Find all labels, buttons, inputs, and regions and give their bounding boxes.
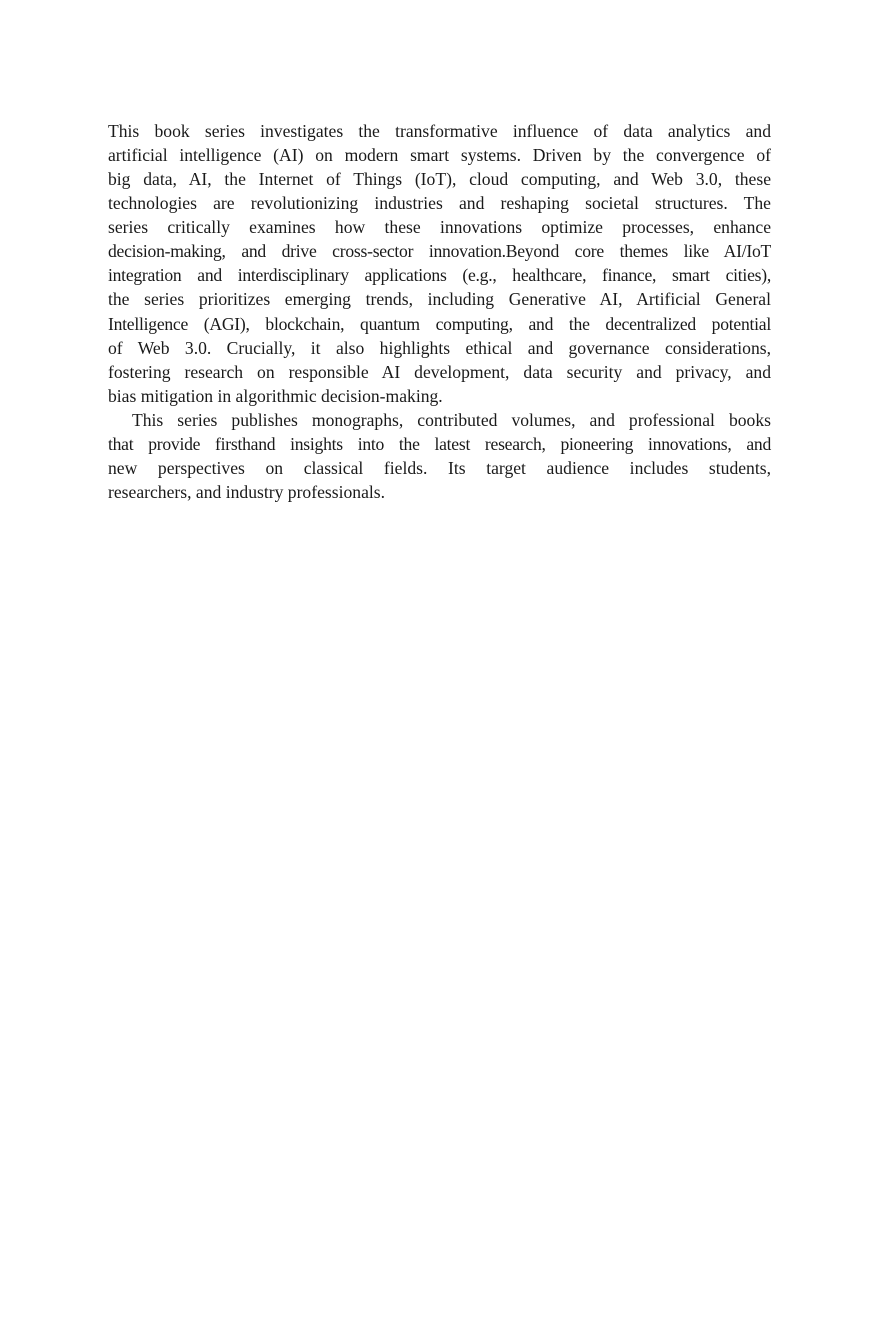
- text-line: This book series investigates the transformative influence of data analytics and: [108, 121, 771, 141]
- text-line: decision-making, and drive cross-sector innovation.Beyond core themes like AI/IoT: [108, 241, 771, 262]
- text-line: This series publishes monographs, contributed volumes, and professional books: [132, 409, 771, 430]
- text-line: artificial intelligence (AI) on modern smart systems. Driven by the convergence of: [108, 145, 771, 166]
- text-line: the series prioritizes emerging trends, including Generative AI, Artificial General: [108, 289, 771, 310]
- text-line: series critically examines how these innovations optimize processes, enhance: [108, 217, 771, 238]
- text-line: of Web 3.0. Crucially, it also highlights ethical and governance considerations,: [108, 337, 771, 358]
- text-line: bias mitigation in algorithmic decision-making.: [108, 385, 443, 406]
- text-line: big data, AI, the Internet of Things (IoT), cloud computing, and Web 3.0, these: [108, 169, 771, 190]
- paragraph-series-scope: [108, 119, 771, 408]
- series-description: [108, 119, 771, 504]
- paragraph-series-audience: [108, 408, 771, 504]
- text-line: Intelligence (AGI), blockchain, quantum computing, and the decentralized potential: [108, 313, 771, 334]
- text-line: technologies are revolutionizing industries and reshaping societal structures. The: [108, 193, 771, 214]
- text-line: fostering research on responsible AI development, data security and privacy, and: [108, 361, 771, 382]
- text-line: researchers, and industry professionals.: [108, 481, 386, 502]
- text-line: that provide firsthand insights into the latest research, pioneering innovations, and: [108, 433, 771, 454]
- text-line: new perspectives on classical fields. Its target audience includes students,: [108, 457, 771, 478]
- text-line: integration and interdisciplinary applications (e.g., healthcare, finance, smart cities),: [108, 265, 771, 286]
